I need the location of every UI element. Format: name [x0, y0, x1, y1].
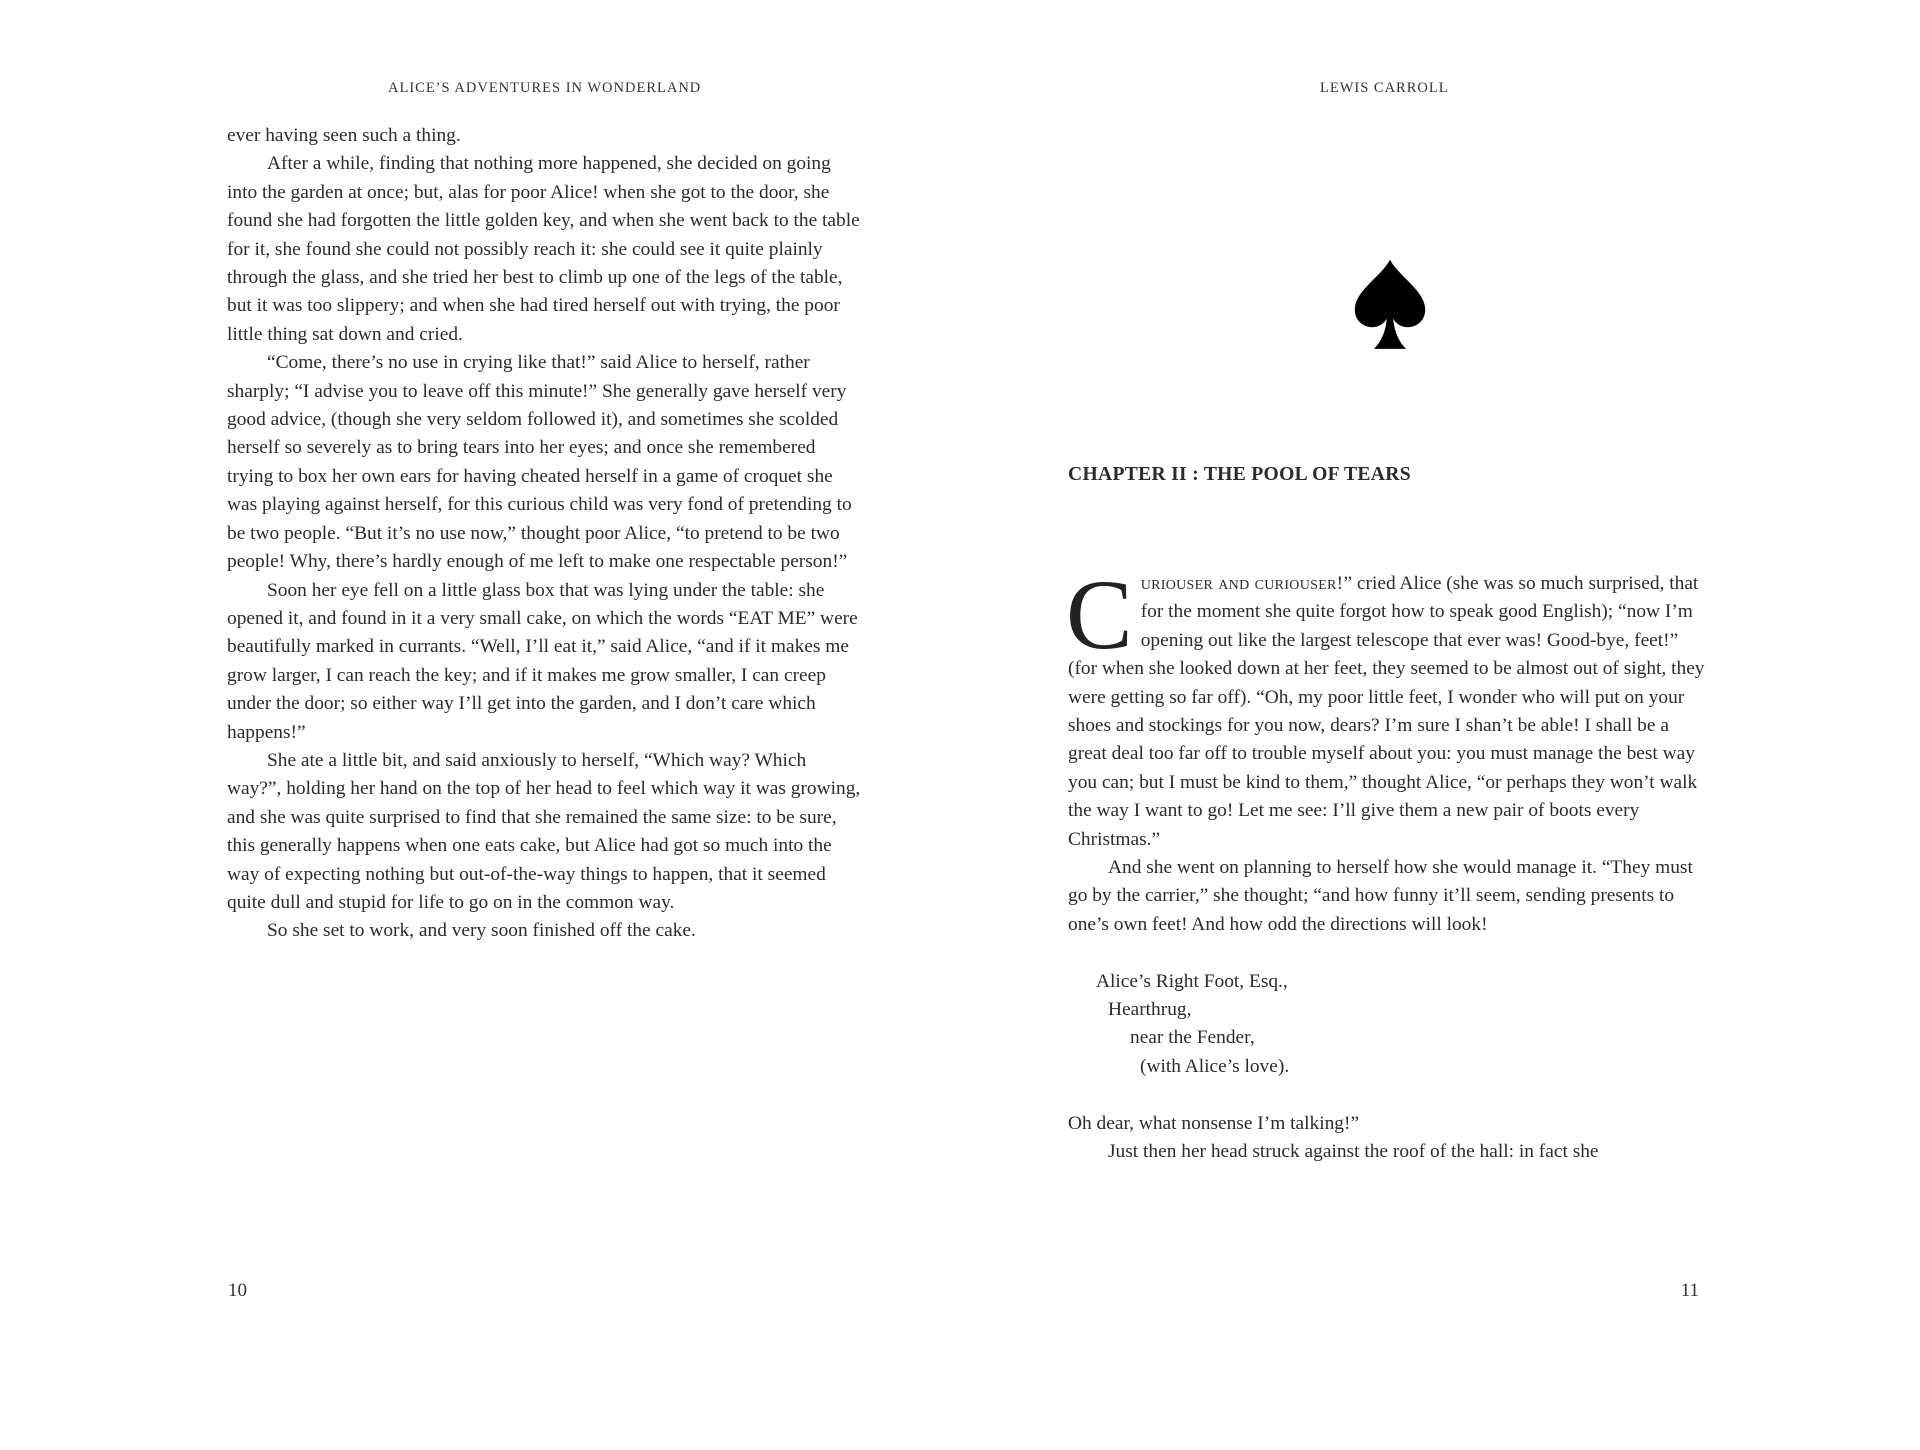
paragraph: Soon her eye fell on a little glass box that was lying under the table: she opened it, and found in it a very small cake, on which the words “EAT ME” were beautifully marked in currants. “Well, I’ll eat it,” said Alice, “and if it makes me grow larger, I can reach the key; and if it makes me grow smaller, I can creep under the door; so either way I’ll get into the garden, and I don’t care which happens!” — [227, 579, 858, 743]
right-body-text — [1066, 559, 1708, 1167]
spade-icon — [1350, 258, 1430, 352]
address-line: Alice’s Right Foot, Esq., — [1096, 970, 1288, 992]
page-number-left: 10 — [228, 1280, 247, 1301]
paragraph: She ate a little bit, and said anxiously to herself, “Which way? Which way?”, holding her hand on the top of her head to feel which way it was growing, and she was quite surprised to find that she remained the same size: to be sure, this generally happens when one eats cake, but Alice had got so much into the way of expecting nothing but out-of-the-way things to happen, that it seemed quite dull and stupid for life to go on in the common way. — [227, 749, 861, 913]
paragraph: ever having seen such a thing. — [227, 125, 461, 146]
page-number-right: 11 — [1680, 1280, 1699, 1301]
opening-text: ” cried Alice (she was so much surprised, that for the moment she quite forgot how to speak good English); “now I’m opening out like the largest telescope that ever was! Good-bye, feet!” (for when she looked down at her feet, they seemed to be almost out of sight, they were getting so far off). “Oh, my poor little feet, I wonder who will put on your shoes and stockings for you now, dears? I’m sure I shan’t be able! I shall be a great deal too far off to trouble myself about you: you must manage the best way you can; but I must be kind to them,” thought Alice, “or perhaps they won’t walk the way I want to go! Let me see: I’ll give them a new pair of boots every Christmas.” — [1068, 573, 1705, 850]
left-body-text — [227, 122, 863, 946]
running-head-left: ALICE’S ADVENTURES IN WONDERLAND — [388, 80, 702, 96]
paragraph: So she set to work, and very soon finished off the cake. — [267, 920, 696, 942]
opening-small-caps: uriouser and curiouser! — [1140, 573, 1344, 594]
paragraph: And she went on planning to herself how she would manage it. “They must go by the carrier,” she thought; “and how funny it’ll seem, sending presents to one’s own feet! And how odd the directions will look! — [1068, 857, 1693, 935]
running-head-right: LEWIS CARROLL — [1320, 80, 1449, 96]
opening-paragraph — [1066, 559, 1708, 854]
paragraph: Oh dear, what nonsense I’m talking!” — [1068, 1112, 1360, 1134]
address-line: near the Fender, — [1130, 1027, 1255, 1049]
drop-cap: C — [1066, 559, 1133, 670]
address-line: (with Alice’s love). — [1140, 1055, 1290, 1077]
address-line: Hearthrug, — [1108, 999, 1192, 1021]
paragraph: After a while, finding that nothing more happened, she decided on going into the garden at once; but, alas for poor Alice! when she got to the door, she found she had forgotten the little golden key, and when she went back to the table for it, she found she could not possibly reach it: she could see it quite plainly through the glass, and she tried her best to climb up one of the legs of the table, but it was too slippery; and when she had tired herself out with trying, the poor little thing sat down and cried. — [227, 153, 860, 345]
paragraph: “Come, there’s no use in crying like that!” said Alice to herself, rather sharply; “I advise you to leave off this minute!” She generally gave herself very good advice, (though she very seldom followed it), and sometimes she scolded herself so severely as to bring tears into her eyes; and once she remembered trying to box her own ears for having cheated herself in a game of croquet she was playing against herself, for this curious child was very fond of pretending to be two people. “But it’s no use now,” thought poor Alice, “to pretend to be two people! Why, there’s hardly enough of me left to make one respectable person!” — [227, 352, 852, 573]
paragraph: Just then her head struck against the roof of the hall: in fact she — [1108, 1141, 1599, 1163]
chapter-title: CHAPTER II : THE POOL OF TEARS — [1068, 464, 1411, 485]
